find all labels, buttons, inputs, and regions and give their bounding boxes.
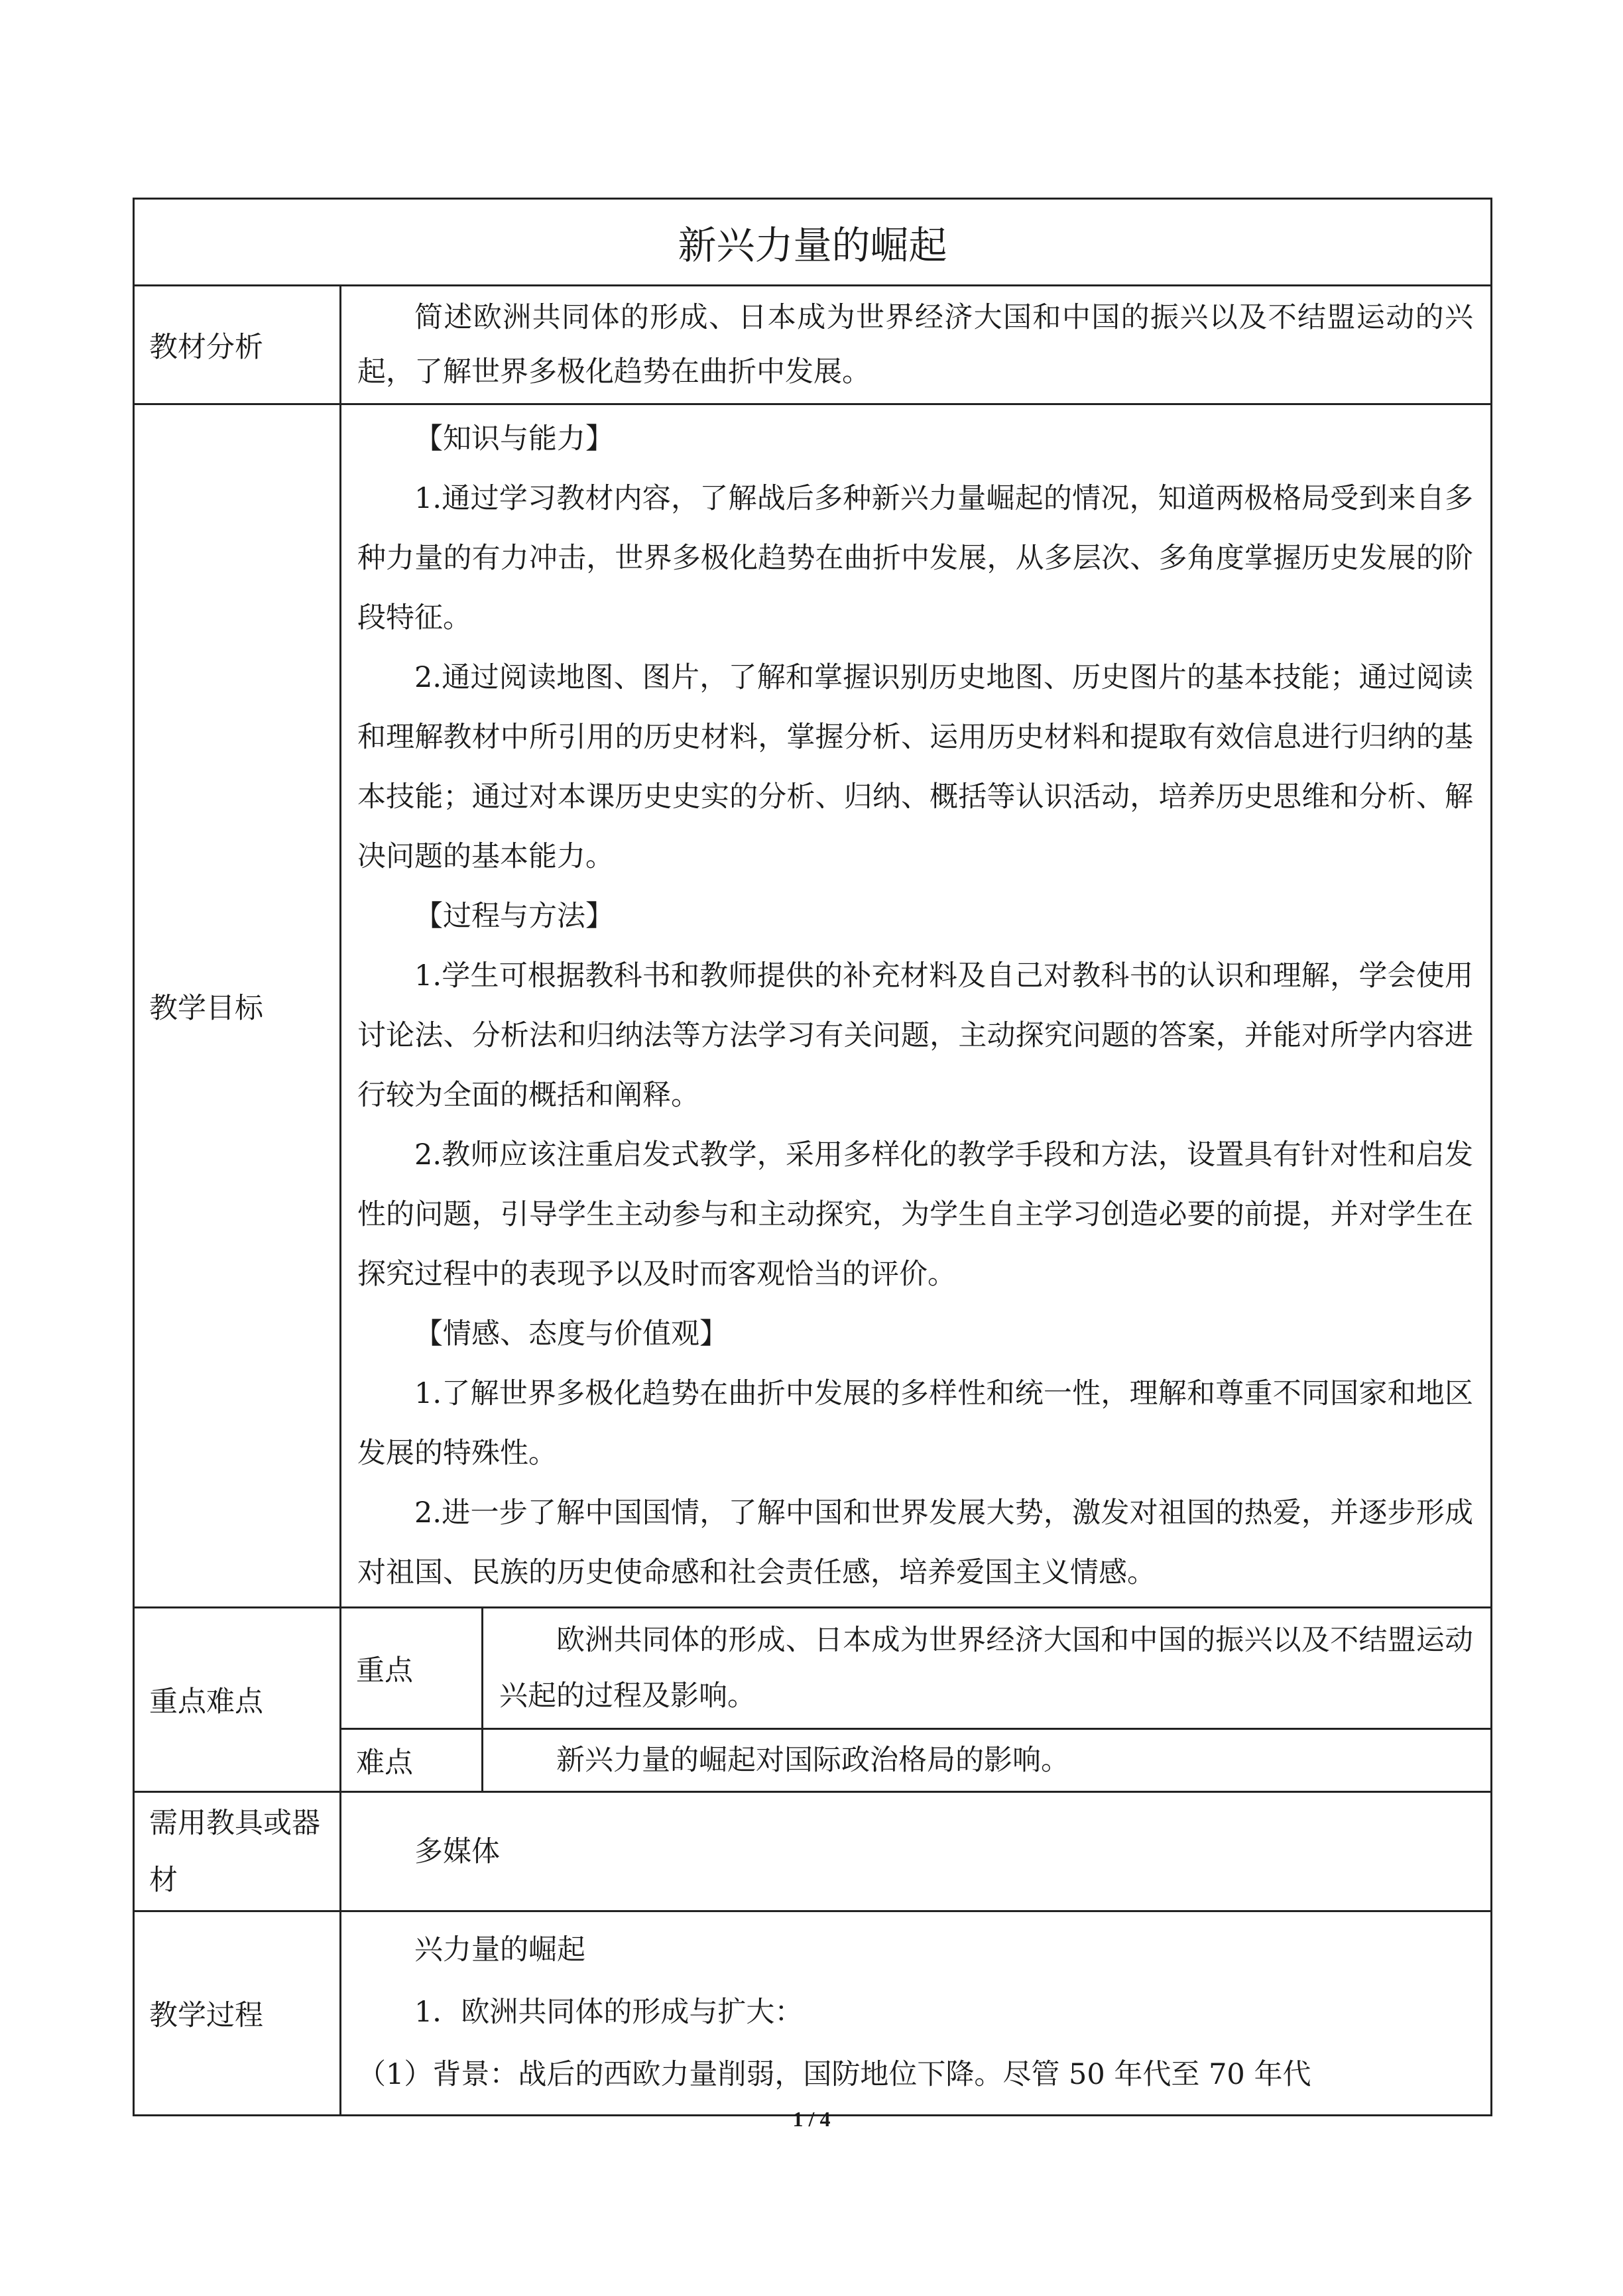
objective-paragraph: 2.进一步了解中国国情，了解中国和世界发展大势，激发对祖国的热爱，并逐步形成对祖国、民族的历史使命感和社会责任感，培养爱国主义情感。: [357, 1496, 1474, 1589]
objective-paragraph: 1.通过学习教材内容，了解战后多种新兴力量崛起的情况，知道两极格局受到来自多种力量的有力冲击，世界多极化趋势在曲折中发展，从多层次、多角度掌握历史发展的阶段特征。: [357, 482, 1474, 634]
focus-label: 重点: [341, 1608, 483, 1729]
objective-paragraph: 1.了解世界多极化趋势在曲折中发展的多样性和统一性，理解和尊重不同国家和地区发展的特殊性。: [357, 1377, 1474, 1470]
focus-text: 欧洲共同体的形成、日本成为世界经济大国和中国的振兴以及不结盟运动兴起的过程及影响。: [499, 1624, 1474, 1713]
materials-content: [341, 1792, 1492, 1911]
materials-label-cell: [134, 1792, 341, 1911]
difficulty-label: 难点: [341, 1729, 483, 1792]
page-number: 1 / 4: [792, 2107, 831, 2131]
difficulty-content: [483, 1729, 1492, 1792]
material-analysis-row: [134, 286, 1492, 404]
document-title: 新兴力量的崛起: [134, 199, 1492, 286]
process-content: [341, 1911, 1492, 2116]
title-row: [134, 199, 1492, 286]
process-row: [134, 1911, 1492, 2116]
objective-paragraph: 1.学生可根据教科书和教师提供的补充材料及自己对教科书的认识和理解，学会使用讨论法、分析法和归纳法等方法学习有关问题，主动探究问题的答案，并能对所学内容进行较为全面的概括和阐释。: [357, 959, 1474, 1112]
material-analysis-text: 简述欧洲共同体的形成、日本成为世界经济大国和中国的振兴以及不结盟运动的兴起，了解世界多极化趋势在曲折中发展。: [357, 301, 1474, 389]
difficulty-text: 新兴力量的崛起对国际政治格局的影响。: [556, 1744, 1069, 1777]
material-analysis-content: [341, 286, 1492, 404]
process-label: 教学过程: [134, 1911, 341, 2116]
materials-text: 多媒体: [414, 1835, 500, 1868]
lesson-plan-table: [133, 198, 1492, 2116]
process-line: （1）背景：战后的西欧力量削弱，国防地位下降。尽管 50 年代至 70 年代: [357, 2058, 1311, 2091]
process-line: 兴力量的崛起: [414, 1933, 585, 1966]
objective-heading-process: 【过程与方法】: [414, 900, 614, 933]
materials-label: 需用教具或器材: [149, 1806, 320, 1897]
objectives-row: [134, 404, 1492, 1608]
objectives-label: 教学目标: [134, 404, 341, 1608]
objectives-content: [341, 404, 1492, 1608]
focus-content: [483, 1608, 1492, 1729]
material-analysis-label: 教材分析: [134, 286, 341, 404]
objective-paragraph: 2.通过阅读地图、图片，了解和掌握识别历史地图、历史图片的基本技能；通过阅读和理解教材中所引用的历史材料，掌握分析、运用历史材料和提取有效信息进行归纳的基本技能；通过对本课历史史实的分析、归纳、概括等认识活动，培养历史思维和分析、解决问题的基本能力。: [357, 661, 1474, 873]
focus-row: [134, 1608, 1492, 1729]
materials-row: [134, 1792, 1492, 1911]
objective-heading-knowledge: 【知识与能力】: [414, 422, 614, 455]
objective-paragraph: 2.教师应该注重启发式教学，采用多样化的教学手段和方法，设置具有针对性和启发性的问题，引导学生主动参与和主动探究，为学生自主学习创造必要的前提，并对学生在探究过程中的表现予以及时而客观恰当的评价。: [357, 1138, 1474, 1291]
key-points-label: 重点难点: [134, 1608, 341, 1792]
process-line: 1．欧洲共同体的形成与扩大：: [414, 1996, 804, 2029]
objective-heading-emotion: 【情感、态度与价值观】: [414, 1317, 728, 1351]
